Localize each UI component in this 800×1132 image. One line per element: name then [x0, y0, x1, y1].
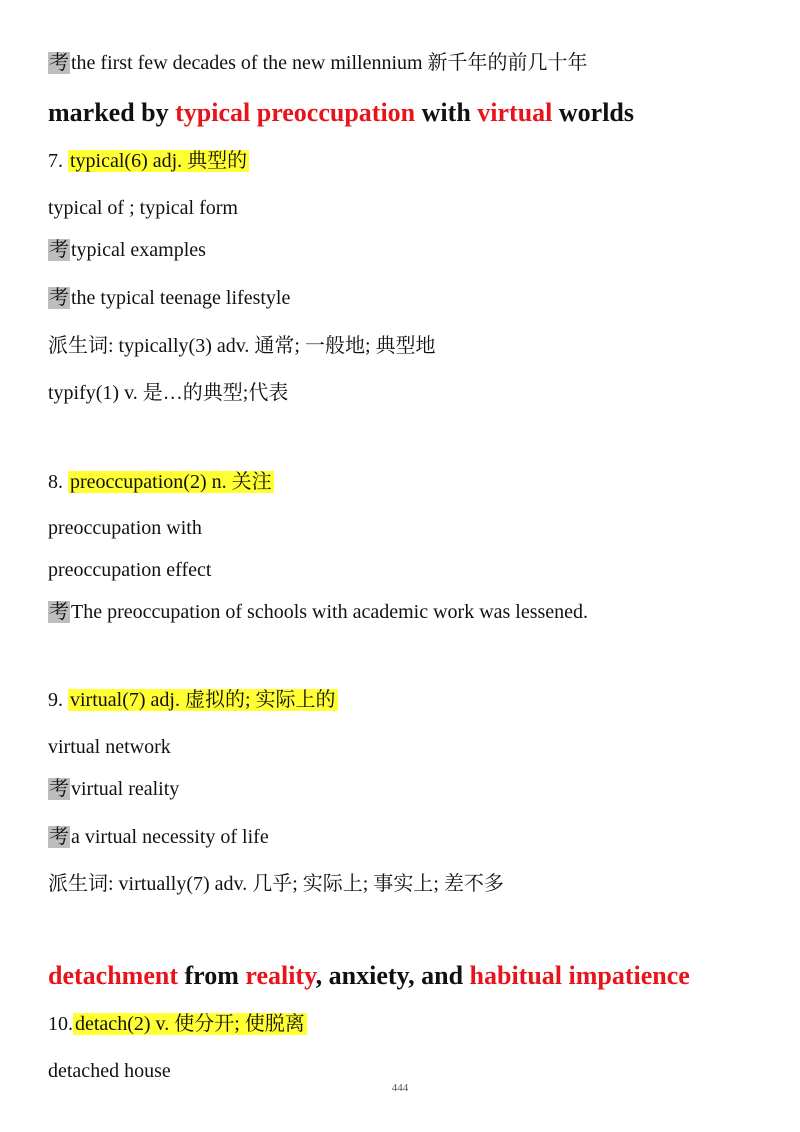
- phrase-line: 考 The preoccupation of schools with academic work was lessened.: [49, 601, 589, 623]
- entry-headword: 8. preoccupation(2) n. 关注: [48, 471, 272, 493]
- phrase-line: 考 a virtual necessity of life: [49, 826, 269, 848]
- kao-marker: 考: [49, 778, 69, 800]
- phrase-line: preoccupation with: [48, 517, 202, 539]
- phrase-line: 考 the typical teenage lifestyle: [49, 287, 291, 309]
- kao-marker: 考: [49, 52, 69, 74]
- entry-headword: 10. detach(2) v. 使分开; 使脱离: [48, 1013, 305, 1035]
- kao-marker: 考: [49, 826, 69, 848]
- phrase-line: preoccupation effect: [48, 559, 212, 581]
- page-number: 444: [391, 1082, 409, 1094]
- kao-marker: 考: [49, 601, 69, 623]
- section-heading: detachment from reality, anxiety, and habitual impatience: [48, 961, 690, 990]
- phrase-line: 考 typical examples: [49, 239, 206, 261]
- entry-headword: 9. virtual(7) adj. 虚拟的; 实际上的: [48, 689, 336, 711]
- derivative-line: 派生词: virtually(7) adv. 几乎; 实际上; 事实上; 差不多: [48, 873, 504, 895]
- entry-headword: 7. typical(6) adj. 典型的: [48, 150, 248, 172]
- derivative-line: 派生词: typically(3) adv. 通常; 一般地; 典型地: [48, 335, 436, 357]
- phrase-line: 考 the first few decades of the new millennium 新千年的前几十年: [49, 52, 588, 74]
- phrase-line: detached house: [48, 1060, 171, 1082]
- phrase-line: virtual network: [48, 736, 171, 758]
- kao-marker: 考: [49, 287, 69, 309]
- phrase-line: typical of ; typical form: [48, 197, 238, 219]
- section-heading: marked by typical preoccupation with virtual worlds: [48, 98, 635, 127]
- phrase-line: 考 virtual reality: [49, 778, 180, 800]
- derivative-line: typify(1) v. 是…的典型;代表: [48, 382, 289, 404]
- kao-marker: 考: [49, 239, 69, 261]
